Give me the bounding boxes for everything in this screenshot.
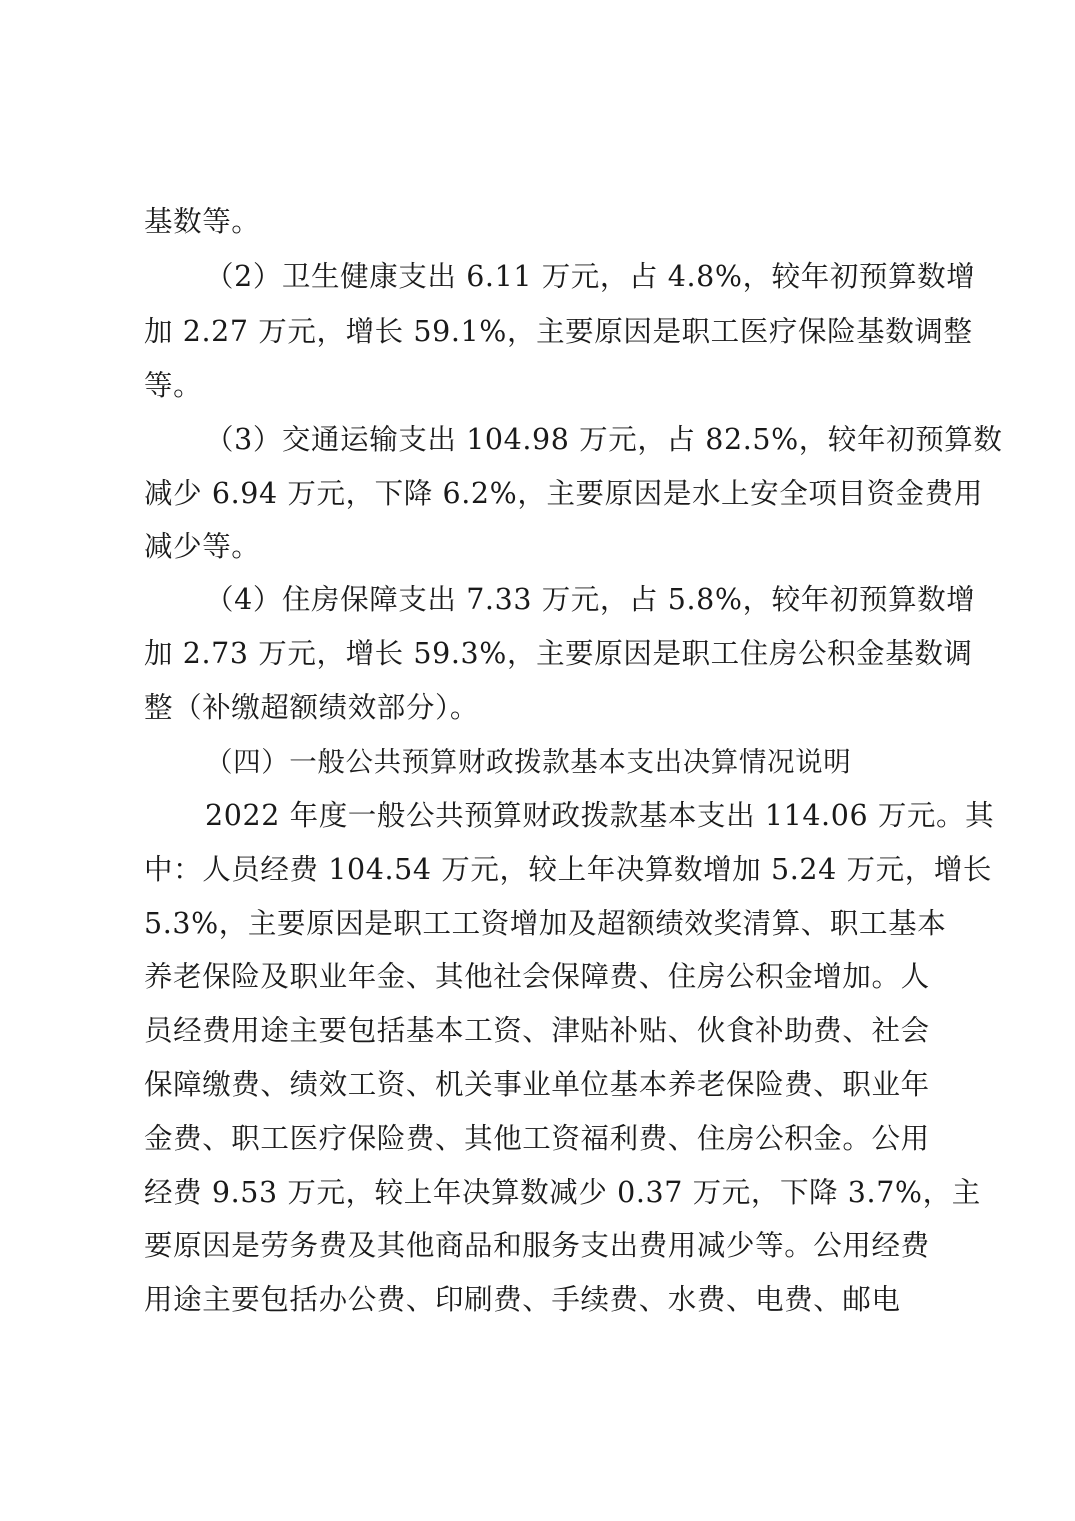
text-line: 要原因是劳务费及其他商品和服务支出费用减少等。公用经费	[144, 1229, 930, 1262]
text-line: 整（补缴超额绩效部分）。	[144, 691, 479, 724]
text-line: （3）交通运输支出 104.98 万元，占 82.5%，较年初预算数	[205, 423, 1003, 456]
text-line: 保障缴费、绩效工资、机关事业单位基本养老保险费、职业年	[144, 1068, 930, 1101]
text-line: 减少等。	[144, 530, 261, 563]
text-line: 养老保险及职业年金、其他社会保障费、住房公积金增加。人	[144, 960, 930, 993]
text-line: 经费 9.53 万元，较上年决算数减少 0.37 万元，下降 3.7%，主	[144, 1176, 981, 1209]
text-line: 加 2.27 万元，增长 59.1%，主要原因是职工医疗保险基数调整	[144, 315, 973, 348]
text-line: 基数等。	[144, 205, 261, 238]
text-line: 5.3%，主要原因是职工工资增加及超额绩效奖清算、职工基本	[144, 907, 947, 940]
text-line: 减少 6.94 万元，下降 6.2%，主要原因是水上安全项目资金费用	[144, 477, 983, 510]
text-line: 加 2.73 万元，增长 59.3%，主要原因是职工住房公积金基数调	[144, 637, 973, 670]
text-line: 员经费用途主要包括基本工资、津贴补贴、伙食补助费、社会	[144, 1014, 930, 1047]
text-line: 2022 年度一般公共预算财政拨款基本支出 114.06 万元。其	[205, 799, 995, 832]
text-line: 等。	[144, 369, 203, 402]
text-line: （4）住房保障支出 7.33 万元，占 5.8%，较年初预算数增	[205, 583, 976, 616]
text-line: 金费、职工医疗保险费、其他工资福利费、住房公积金。公用	[144, 1122, 930, 1155]
text-line: 用途主要包括办公费、印刷费、手续费、水费、电费、邮电	[144, 1283, 901, 1316]
text-line: 中：人员经费 104.54 万元，较上年决算数增加 5.24 万元，增长	[144, 853, 993, 886]
section-heading: （四）一般公共预算财政拨款基本支出决算情况说明	[205, 746, 852, 778]
text-line: （2）卫生健康支出 6.11 万元，占 4.8%，较年初预算数增	[205, 260, 976, 293]
